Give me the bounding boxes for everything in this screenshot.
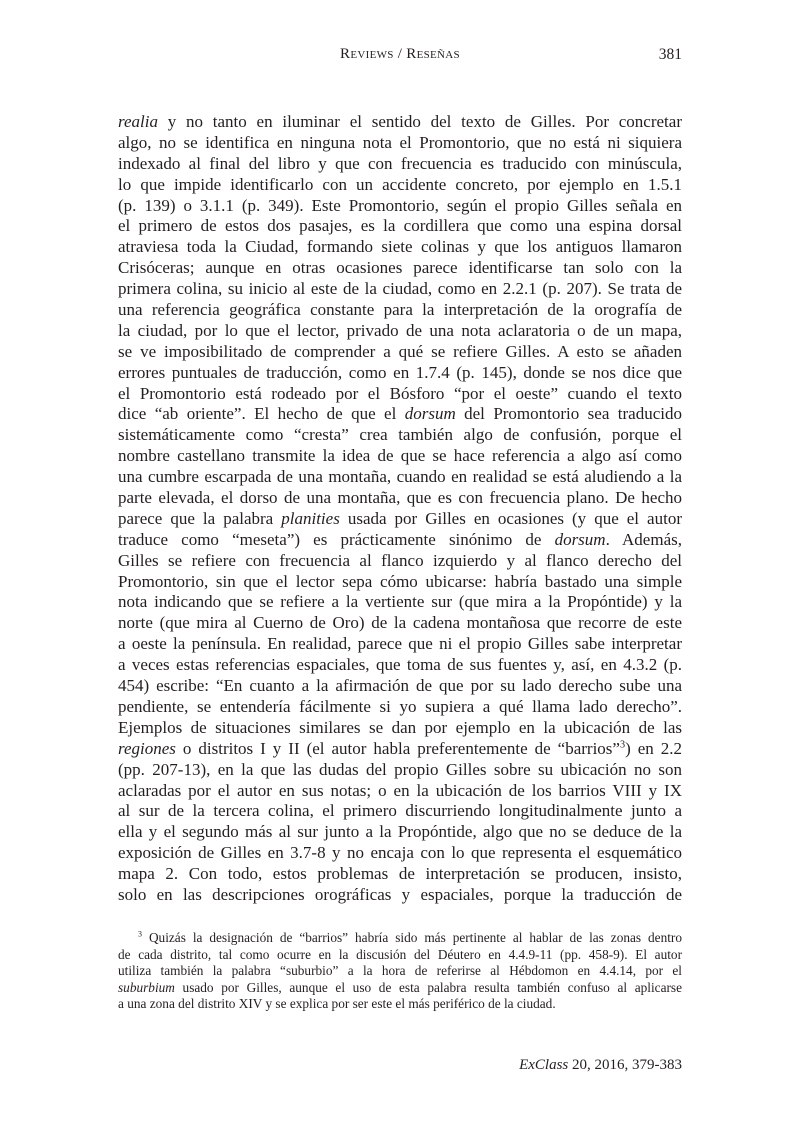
body-line: [118, 112, 682, 133]
body-line: [118, 739, 682, 760]
body-line: [118, 279, 682, 300]
body-line: [118, 300, 682, 321]
body-line: [118, 864, 682, 885]
text-segment: usada por Gilles en ocasiones (y que el autor: [339, 508, 682, 528]
body-line: [118, 822, 682, 843]
text-segment: . Además,: [605, 529, 682, 549]
italic-term: regiones: [118, 738, 176, 758]
text-segment: algo, no se identifica en ninguna nota el Promontorio, que no está ni siquiera: [118, 132, 682, 152]
text-segment: el primero de estos dos pasajes, es la cordillera que como una espina dorsal: [118, 216, 682, 236]
journal-name: ExClass: [519, 1057, 569, 1073]
body-line: [118, 467, 682, 488]
body-line: [118, 321, 682, 342]
text-segment: pendiente, se entendería fácilmente si yo supiera a qué llama lado derecho”.: [118, 696, 682, 716]
italic-term: planities: [281, 508, 340, 528]
journal-citation: [519, 1057, 682, 1074]
text-segment: a veces estas referencias espaciales, que toma de sus fuentes y, así, en 4.3.2 (p.: [118, 655, 682, 675]
text-segment: Quizás la designación de “barrios” habría sido más pertinente al hablar de las zonas dentro: [141, 930, 682, 945]
footnote-marker: 3: [619, 739, 626, 751]
body-line: [118, 237, 682, 258]
body-line: [118, 843, 682, 864]
text-segment: a oeste la península. En realidad, parece que ni el propio Gilles sabe interpretar: [118, 634, 682, 654]
body-line: [118, 781, 682, 802]
body-line: [118, 801, 682, 822]
text-segment: aclaradas por el autor en sus notas; o en la ubicación de los barrios VIII y IX: [118, 780, 682, 800]
body-line: [118, 697, 682, 718]
body-line: [118, 676, 682, 697]
body-line: [118, 592, 682, 613]
text-segment: ) en 2.2: [625, 738, 682, 758]
text-segment: (p. 139) o 3.1.1 (p. 349). Este Promontorio, según el propio Gilles señala en: [118, 195, 682, 215]
citation-details: 20, 2016, 379-383: [568, 1057, 682, 1073]
body-line: [118, 572, 682, 593]
text-segment: Promontorio, sin que el lector sepa cómo ubicarse: habría bastado una simple: [118, 571, 682, 591]
text-segment: lo que impide identificarlo con un accidente concreto, por ejemplo en 1.5.1: [118, 174, 682, 194]
text-segment: traduce como “meseta”) es prácticamente sinónimo de: [118, 529, 555, 549]
text-segment: Ejemplos de situaciones similares se dan por ejemplo en la ubicación de las: [118, 717, 682, 737]
italic-term: suburbium: [118, 979, 175, 995]
body-line: [118, 885, 682, 906]
text-segment: primera colina, su inicio al este de la ciudad, como en 2.2.1 (p. 207). Se trata de: [118, 279, 682, 299]
text-segment: 454) escribe: “En cuanto a la afirmación de que por su lado derecho sube una: [118, 676, 682, 696]
text-segment: ella y el segundo más al sur junto a la Propóntide, algo que no se deduce de la: [118, 822, 682, 842]
footnote-line: [118, 947, 682, 964]
text-segment: dice “ab oriente”. El hecho de que el: [118, 404, 405, 424]
body-line: [118, 384, 682, 405]
body-line: [118, 363, 682, 384]
italic-term: realia: [118, 112, 158, 131]
text-segment: a una zona del distrito XIV y se explica por ser este el más periférico de la ciudad.: [118, 996, 556, 1012]
body-line: [118, 488, 682, 509]
text-segment: del Promontorio sea traducido: [455, 404, 682, 424]
body-line: [118, 175, 682, 196]
text-segment: exposición de Gilles en 3.7-8 y no encaja con lo que representa el esquemático: [118, 843, 682, 863]
body-line: [118, 509, 682, 530]
body-line: [118, 446, 682, 467]
text-segment: una cumbre escarpada de una montaña, cuando en realidad se está aludiendo a la: [118, 467, 682, 487]
text-segment: Gilles se refiere con frecuencia al flanco izquierdo y al flanco derecho del: [118, 550, 682, 570]
text-segment: nota indicando que se refiere a la vertiente sur (que mira a la Propóntide) y la: [118, 592, 682, 612]
body-line: [118, 133, 682, 154]
text-segment: y no tanto en iluminar el sentido del texto de Gilles. Por concretar: [157, 112, 682, 131]
body-line: [118, 655, 682, 676]
footnote-line: [118, 963, 682, 980]
text-segment: utiliza también la palabra “suburbio” a la hora de referirse al Hébdomon en 4.4.14, por el: [118, 963, 682, 979]
body-line: [118, 613, 682, 634]
body-line: [118, 551, 682, 572]
text-segment: se ve imposibilitado de comprender a qué se refiere Gilles. A esto se añaden: [118, 341, 682, 361]
body-line: [118, 634, 682, 655]
text-segment: Crisóceras; aunque en otras ocasiones parece identificarse tan solo con la: [118, 258, 682, 278]
body-line: [118, 342, 682, 363]
body-line: [118, 216, 682, 237]
text-segment: nombre castellano transmite la idea de que se hace referencia a algo así como: [118, 446, 682, 466]
text-segment: o distritos I y II (el autor habla preferentemente de “barrios”: [175, 738, 620, 758]
text-segment: norte (que mira al Cuerno de Oro) de la cadena montañosa que recorre de este: [118, 613, 682, 633]
body-line: [118, 196, 682, 217]
footnote-marker: 3: [138, 929, 142, 939]
italic-term: dorsum: [554, 529, 606, 549]
body-text: [118, 112, 682, 906]
text-segment: usado por Gilles, aunque el uso de esta palabra resulta también confuso al aplicarse: [174, 979, 682, 995]
text-segment: mapa 2. Con todo, estos problemas de interpretación se producen, insisto,: [118, 864, 682, 884]
text-segment: la ciudad, por lo que el lector, privado de una nota aclaratoria o de un mapa,: [118, 320, 682, 340]
running-header: Reviews / Reseñas: [340, 46, 460, 62]
text-segment: (pp. 207-13), en la que las dudas del propio Gilles sobre su ubicación no son: [118, 759, 682, 779]
text-segment: sistemáticamente como “cresta” crea también algo de confusión, porque el: [118, 425, 682, 445]
footnote-line: [118, 930, 682, 947]
text-segment: de cada distrito, tal como ocurre en la discusión del Déutero en 4.4.9-11 (pp. 458-9). El autor: [118, 946, 682, 962]
footnote-line: [118, 996, 682, 1013]
text-segment: errores puntuales de traducción, como en 1.7.4 (p. 145), donde se nos dice que: [118, 362, 682, 382]
text-segment: una referencia geográfica constante para la interpretación de la orografía de: [118, 300, 682, 320]
text-segment: atraviesa toda la Ciudad, formando siete colinas y que los antiguos llamaron: [118, 237, 682, 257]
text-segment: el Promontorio está rodeado por el Bósforo “por el oeste” cuando el texto: [118, 383, 682, 403]
italic-term: dorsum: [404, 404, 456, 424]
body-line: [118, 718, 682, 739]
body-line: [118, 258, 682, 279]
page-number: 381: [658, 46, 682, 63]
body-line: [118, 760, 682, 781]
text-segment: indexado al final del libro y que con frecuencia es traducido con minúscula,: [118, 153, 682, 173]
body-line: [118, 404, 682, 425]
text-segment: al sur de la tercera colina, el primero discurriendo longitudinalmente junto a: [118, 801, 682, 821]
text-segment: solo en las descripciones orográficas y espaciales, porque la traducción de: [118, 884, 682, 904]
footnote: [118, 930, 682, 1013]
footnote-line: [118, 980, 682, 997]
body-line: [118, 425, 682, 446]
text-segment: parece que la palabra: [118, 508, 282, 528]
body-line: [118, 154, 682, 175]
text-segment: parte elevada, el dorso de una montaña, que es con frecuencia plano. De hecho: [118, 488, 682, 508]
body-line: [118, 530, 682, 551]
